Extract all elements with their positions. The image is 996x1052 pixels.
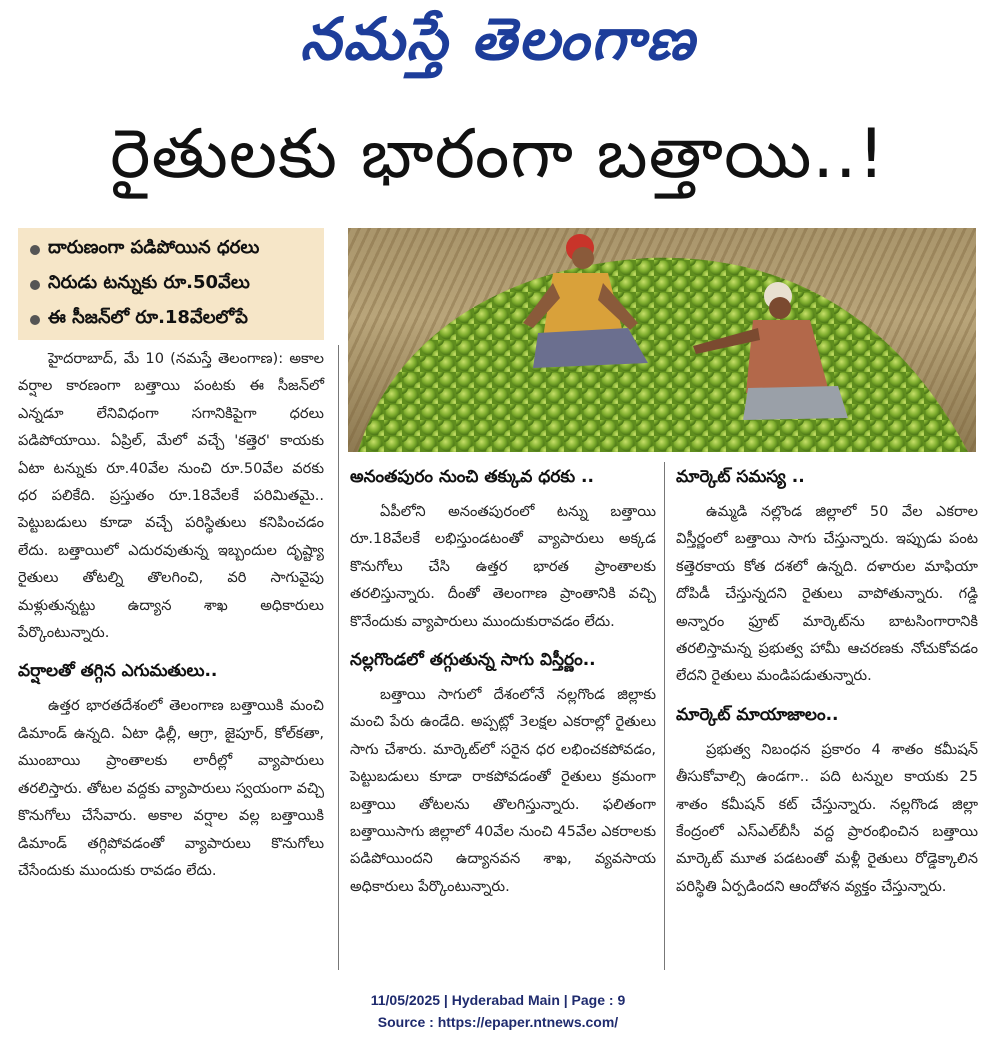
bullet-icon bbox=[30, 315, 40, 325]
footer-source-link[interactable]: Source : https://epaper.ntnews.com/ bbox=[377, 1014, 619, 1030]
highlight-text: నిరుడు టన్నుకు రూ.50వేలు bbox=[48, 272, 250, 293]
subheading: నల్లగొండలో తగ్గుతున్న సాగు విస్తీర్ణం.. bbox=[350, 650, 596, 671]
paragraph: బత్తాయి సాగులో దేశంలోనే నల్లగొండ జిల్లాకు మంచి పేరు ఉండేది. అప్పట్లో 3లక్షల ఎకరాల్లో రైతులు సాగు చేశారు. మార్కెట్‌లో సరైన ధర లభించకపోవడం, పెట్టుబడులు కూడా రాకపోవడంతో రైతులు క్రమంగా బత్తాయి తోటలను తొలగిస్తున్నారు. ఫలితంగా బత్తాయిసాగు జిల్లాలో 40వేల నుంచి 45వేల ఎకరాలకు పడిపోయిందని ఉద్యానవన శాఖ, వ్యవసాయ అధికారులు పేర్కొంటున్నారు. bbox=[350, 686, 656, 895]
paragraph: ప్రభుత్వ నిబంధన ప్రకారం 4 శాతం కమీషన్ తీసుకోవాల్సి ఉండగా.. పది టన్నుల కాయకు 25 శాతం కమీషన్ కట్ చేస్తున్నారు. నల్లగొండ జిల్లా కేంద్రంలో ఎస్ఎల్‌బీసీ వద్ద ప్రారంభించిన బత్తాయి మార్కెట్ మూత పడటంతో మళ్లీ రైతులు రోడ్డెక్కాలిన పరిస్థితి ఏర్పడిందని ఆందోళన వ్యక్తం చేస్తున్నారు. bbox=[676, 740, 978, 895]
subheading: వర్షాలతో తగ్గిన ఎగుమతులు.. bbox=[18, 661, 218, 682]
paragraph: ఏపీలోని అనంతపురంలో టన్ను బత్తాయి రూ.18వేలకే లభిస్తుండటంతో వ్యాపారులు అక్కడ కొనుగోలు చేసి ఉత్తర భారత ప్రాంతాలకు తరలిస్తున్నారు. దీంతో తెలంగాణ ప్రాంతానికి వచ్చి కొనేందుకు వ్యాపారులు ముందుకురావడం లేదు. bbox=[350, 503, 656, 630]
newspaper-masthead: నమస్తే తెలంగాణ bbox=[300, 5, 696, 73]
subheading: మార్కెట్ సమస్య .. bbox=[676, 467, 805, 487]
highlight-item bbox=[18, 302, 324, 337]
column-divider bbox=[664, 462, 665, 970]
article-column-3 bbox=[676, 462, 978, 900]
bullet-icon bbox=[30, 245, 40, 255]
subheading: అనంతపురం నుంచి తక్కువ ధరకు .. bbox=[350, 467, 594, 487]
article-photo bbox=[348, 228, 976, 452]
highlight-text: దారుణంగా పడిపోయిన ధరలు bbox=[48, 237, 260, 258]
farmers-sorting-sweet-limes-image bbox=[348, 228, 976, 452]
paragraph: ఉమ్మడి నల్లొండ జిల్లాలో 50 వేల ఎకరాల విస్తీర్ణంలో బత్తాయి సాగు చేస్తున్నారు. ఇప్పుడు పంట కత్తెరకాయ కోత దశలో ఉన్నది. దళారుల మాఫియా దోపిడీ చేస్తున్నదని రైతులు వాపోతున్నారు. గడ్డి అన్నారం ఫ్రూట్ మార్కెట్‌ను బాటసింగారానికి తరలిస్తామన్న ప్రభుత్వ హామీ ఆచరణకు నోచుకోవడం లేదని రైతులు మండిపడుతున్నారు. bbox=[676, 503, 978, 685]
highlight-text: ఈ సీజన్‌లో రూ.18వేలలోపే bbox=[48, 307, 248, 328]
article-column-2 bbox=[350, 462, 656, 900]
highlights-box bbox=[18, 228, 324, 340]
column-divider bbox=[338, 345, 339, 970]
footer-date-page: 11/05/2025 | Hyderabad Main | Page : 9 bbox=[370, 992, 626, 1008]
article-column-1 bbox=[18, 345, 324, 884]
paragraph: ఉత్తర భారతదేశంలో తెలంగాణ బత్తాయికి మంచి డిమాండ్ ఉన్నది. ఏటా ఢిల్లీ, ఆగ్రా, జైపూర్, కోల్‌కతా, ముంబాయి ప్రాంతాలకు లారీల్లో వ్యాపారులు తరలిస్తారు. తోటల వద్దకు వ్యాపారులు స్వయంగా వచ్చి కొనుగోలు చేసేవారు. అకాల వర్షాల వల్ల బత్తాయికి డిమాండ్ తగ్గిపోవడంతో వ్యాపారులు కొనుగోలు చేసేందుకు ముందుకు రావడం లేదు. bbox=[18, 697, 324, 879]
subheading: మార్కెట్ మాయాజాలం.. bbox=[676, 704, 839, 725]
article-headline: రైతులకు భారంగా బత్తాయి..! bbox=[110, 115, 886, 194]
bullet-icon bbox=[30, 280, 40, 290]
highlight-item bbox=[18, 232, 324, 267]
highlight-item bbox=[18, 267, 324, 302]
paragraph: హైదరాబాద్, మే 10 (నమస్తే తెలంగాణ): అకాల వర్షాల కారణంగా బత్తాయి పంటకు ఈ సీజన్‌లో ఎన్నడూ లేనివిధంగా సగానికిపైగా ధరలు పడిపోయాయి. ఏప్రిల్, మేలో వచ్చే 'కత్తెర' కాయకు ఏటా టన్నుకు రూ.40వేల నుంచి రూ.50వేల వరకు ధర పలికేది. ప్రస్తుతం రూ.18వేలకే పరిమితమై.. పెట్టుబడులు కూడా వచ్చే పరిస్థితులు కనిపించడం లేదు. బత్తాయిలో ఎదురవుతున్న ఇబ్బందుల దృష్ట్యా రైతులు తోటల్ని తొలగించి, వరి సాగువైపు మళ్లుతున్నట్టు ఉద్యాన శాఖ అధికారులు పేర్కొంటున్నారు. bbox=[18, 350, 324, 642]
